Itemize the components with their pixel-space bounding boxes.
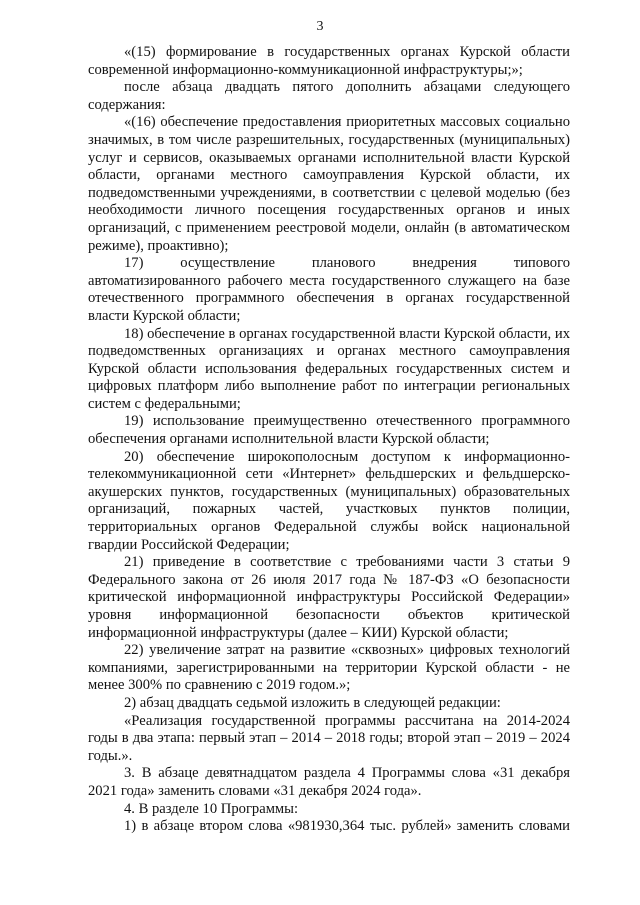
- paragraph-item-17: 17) осуществление планового внедрения типового автоматизированного рабочего места государственного служащего на базе отечественного программного обеспечения в органах государственной власти Курской области;: [88, 255, 570, 324]
- page-number: 3: [316, 19, 324, 34]
- paragraph-item-18: 18) обеспечение в органах государственной власти Курской области, их подведомственных организациях и органах местного самоуправления Курской области использования федеральных государственных систем и цифровых платформ либо выполнение работ по интеграции региональных систем с федеральными;: [88, 325, 570, 412]
- paragraph-amendment-4: 4. В разделе 10 Программы:: [124, 800, 299, 817]
- paragraph-amendment-2: 2) абзац двадцать седьмой изложить в следующей редакции:: [124, 694, 501, 711]
- paragraph-item-16: «(16) обеспечение предоставления приоритетных массовых социально значимых, в том числе разрешительных, государственных (муниципальных) услуг и сервисов, оказываемых органами исполнительной власти Курской области, органами местного самоуправления Курской области, их подведомственными учреждениями, в соответствии с целевой моделью (без необходимости личного посещения государственных органов и иных организаций, с применением реестровой модели, онлайн (в автоматическом режиме), проактивно);: [88, 114, 570, 254]
- paragraph-item-20: 20) обеспечение широкополосным доступом к информационно-телекоммуникационной сети «Интернет» фельдшерских и фельдшерско-акушерских пунктов, государственных (муниципальных) образовательных организаций, пожарных частей, участковых пунктов полиции, территориальных органов Федеральной службы войск национальной гвардии Российской Федерации;: [88, 448, 570, 553]
- document-body: [88, 44, 570, 836]
- paragraph-item-15: «(15) формирование в государственных органах Курской области современной информационно-коммуникационной инфраструктуры;»;: [88, 44, 570, 78]
- paragraph-amendment-intro: после абзаца двадцать пятого дополнить абзацами следующего содержания:: [88, 79, 570, 113]
- paragraph-amendment-4-1: 1) в абзаце втором слова «981930,364 тыс. рублей» заменить словами: [124, 818, 570, 835]
- paragraph-item-21: 21) приведение в соответствие с требованиями части 3 статьи 9 Федерального закона от 26 июля 2017 года № 187-ФЗ «О безопасности критической информационной инфраструктуры Российской Федерации» уровня информационной безопасности объектов критической информационной инфраструктуры (далее – КИИ) Курской области;: [88, 554, 570, 641]
- paragraph-program-term: «Реализация государственной программы рассчитана на 2014-2024 годы в два этапа: первый этап – 2014 – 2018 годы; второй этап – 2019 – 2024 годы.».: [88, 712, 570, 764]
- paragraph-amendment-3: 3. В абзаце девятнадцатом раздела 4 Программы слова «31 декабря 2021 года» заменить словами «31 декабря 2024 года».: [88, 765, 570, 799]
- paragraph-item-19: 19) использование преимущественно отечественного программного обеспечения органами исполнительной власти Курской области;: [88, 413, 570, 448]
- paragraph-item-22: 22) увеличение затрат на развитие «сквозных» цифровых технологий компаниями, зарегистрированными на территории Курской области - не менее 300% по сравнению с 2019 годом.»;: [88, 642, 570, 694]
